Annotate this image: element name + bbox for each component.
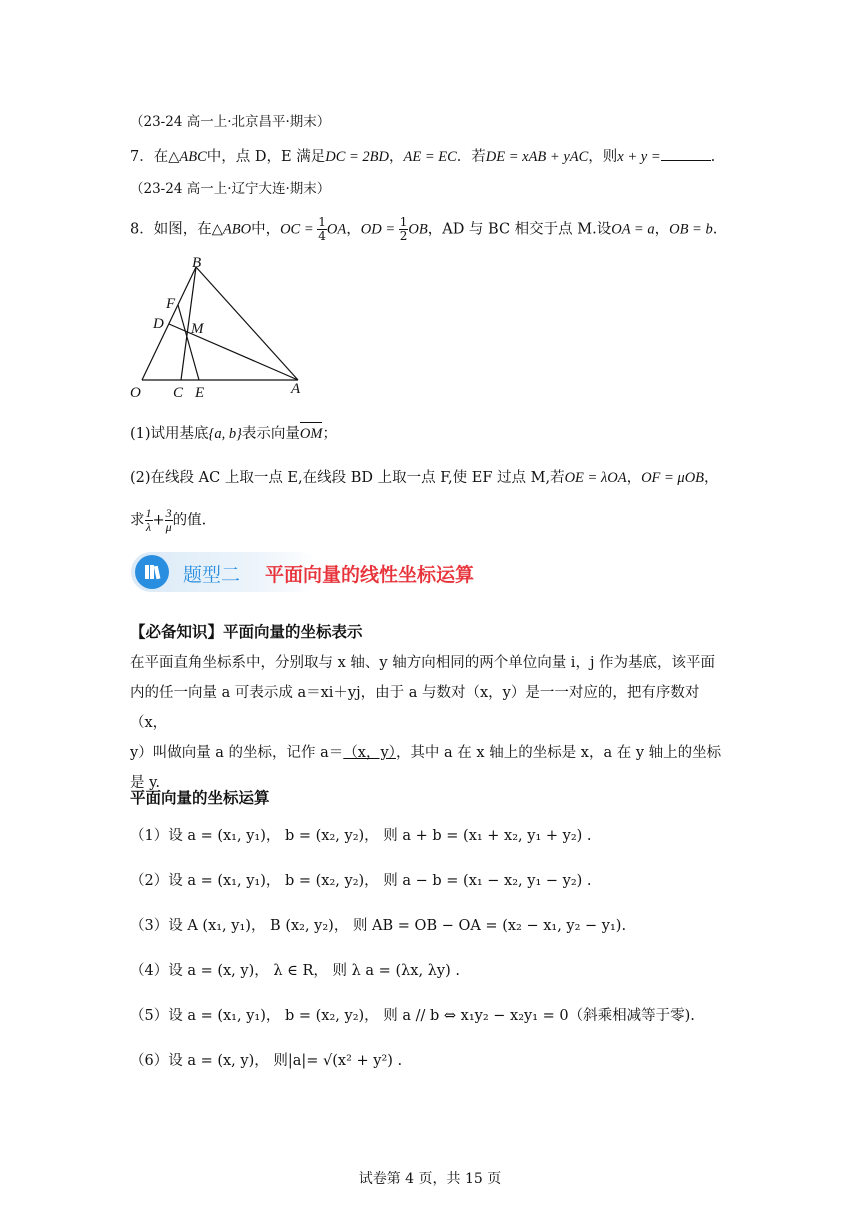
label-e: E bbox=[195, 385, 205, 401]
q7-source: （23-24 高一上·北京昌平·期末） bbox=[130, 114, 331, 130]
q8-sub1-a: (1)试用基底 bbox=[130, 426, 209, 442]
frac1-den: λ bbox=[145, 520, 152, 534]
q8-stem: 8．如图，在△ABO中，OC = $\frac{1}{4}$ OA，OD = $\frac{1}{2}$ OB，AD 与 BC 相交于点 M.设OA = a，OB = b. bbox=[130, 215, 718, 243]
q8-od-den: 2 bbox=[399, 229, 408, 243]
knowledge-line-3a: y）叫做向量 a 的坐标，记作 a＝ bbox=[130, 745, 344, 761]
q7-stem-d: ，则 bbox=[588, 149, 618, 165]
segment-ad bbox=[169, 324, 298, 380]
op-item-1: （1）设 a = (x₁, y₁)， b = (x₂, y₂)， 则 a + b = (x₁ + x₂, y₁ + y₂) . bbox=[130, 828, 592, 844]
q8-sub2-e: OE = λOA bbox=[564, 470, 627, 486]
q7-eq1: DC = 2BD bbox=[325, 149, 389, 165]
q7-sep: ， bbox=[388, 149, 404, 165]
q8-sub1-b: 表示向量 bbox=[241, 426, 300, 442]
q8-stem-a: 8．如图，在 bbox=[130, 221, 212, 238]
q8-sub1-basis: {a, b} bbox=[208, 426, 242, 442]
q8-sub1-vec: OM bbox=[299, 426, 323, 442]
q7-stem-a: 7．在 bbox=[130, 149, 169, 165]
q8-oc-den: 4 bbox=[318, 229, 326, 243]
q8-sub2-end: ， bbox=[704, 470, 719, 486]
label-f: F bbox=[166, 296, 176, 312]
q8-source: （23-24 高一上·辽宁大连·期末） bbox=[130, 181, 331, 197]
banner-title: 平面向量的线性坐标运算 bbox=[265, 564, 475, 586]
q7-stem-b: 中，点 D，E 满足 bbox=[206, 149, 326, 165]
q8-sub2: (2)在线段 AC 上取一点 E,在线段 BD 上取一点 F,使 EF 过点 M,若OE = λOA，OF = μOB， bbox=[130, 470, 719, 486]
q8-sub1-end: ； bbox=[322, 426, 337, 442]
knowledge-line-3 bbox=[130, 738, 730, 768]
q7-stem-c: ．若 bbox=[456, 149, 486, 165]
page-footer: 试卷第 4 页，共 15 页 bbox=[358, 1171, 502, 1187]
op-item-5: （5）设 a = (x₁, y₁)， b = (x₂, y₂)， 则 a // b ⇔ x₁y₂ − x₂y₁ = 0（斜乘相减等于零). bbox=[130, 1008, 695, 1024]
q8-sub1 bbox=[130, 424, 337, 444]
q8-od-num: 1 bbox=[399, 215, 408, 229]
label-b: B bbox=[192, 255, 202, 271]
frac2-den: μ bbox=[165, 520, 172, 534]
q8-od: OD = bbox=[360, 221, 399, 238]
knowledge-line-3b: ，其中 a 在 x 轴上的坐标是 x，a 在 y 轴上的坐标 bbox=[395, 745, 722, 761]
q8-sub2-ask: 求 bbox=[130, 512, 145, 529]
q7-end: . bbox=[710, 149, 716, 165]
q7-answer-blank bbox=[661, 146, 711, 161]
label-c: C bbox=[173, 385, 184, 401]
q8-sub2-tail: 的值. bbox=[172, 512, 207, 529]
q7-ask: x + y = bbox=[617, 149, 661, 165]
label-a: A bbox=[291, 381, 301, 397]
q7-triangle: △ABC bbox=[168, 149, 207, 165]
knowledge-line-1: 在平面直角坐标系中，分别取与 x 轴、y 轴方向相同的两个单位向量 i，j 作为基底，该平面 bbox=[130, 655, 716, 671]
frac1-num: 1 bbox=[145, 506, 152, 520]
q7-stem bbox=[130, 146, 715, 167]
op-item-6: （6）设 a = (x, y)， 则|a|= √(x² + y²) . bbox=[130, 1053, 403, 1069]
knowledge-heading: 【必备知识】平面向量的坐标表示 bbox=[130, 623, 363, 641]
q8-oc-num: 1 bbox=[318, 215, 326, 229]
q8-od-tail: OB bbox=[408, 221, 428, 238]
knowledge-coords: （x，y） bbox=[343, 745, 396, 761]
q8-sub2-f: OF = μOB bbox=[641, 470, 705, 486]
q8-od-frac bbox=[399, 216, 409, 243]
plus-sign: + bbox=[152, 512, 165, 529]
q8-oc-frac bbox=[317, 216, 327, 243]
knowledge-paragraph bbox=[130, 648, 730, 798]
frac-one-over-lambda bbox=[145, 507, 153, 534]
ops-heading: 平面向量的坐标运算 bbox=[130, 789, 270, 807]
knowledge-line-2: 内的任一向量 a 可表示成 a＝xi＋yj，由于 a 与数对（x，y）是一一对应的，把有序数对（x， bbox=[130, 685, 700, 731]
label-d: D bbox=[153, 316, 164, 332]
banner-label: 题型二 bbox=[183, 564, 241, 586]
q8-sub2-a: (2)在线段 AC 上取一点 E,在线段 BD 上取一点 F,使 EF 过点 M,若 bbox=[130, 470, 565, 486]
q8-sub2-ask-line bbox=[130, 507, 206, 534]
q7-eq3: DE = xAB + yAC bbox=[485, 149, 589, 165]
q7-eq2: AE = EC bbox=[403, 149, 457, 165]
q8-set-a: OA = a bbox=[611, 221, 655, 238]
books-icon bbox=[135, 555, 169, 589]
q8-stem-c: ，AD 与 BC 相交于点 M.设 bbox=[427, 221, 612, 238]
q8-stem-end: . bbox=[712, 221, 718, 238]
segment-ef bbox=[178, 305, 199, 380]
q8-oc: OC = bbox=[280, 221, 318, 238]
label-m: M bbox=[191, 321, 204, 337]
q8-triangle: △ABO bbox=[211, 221, 252, 238]
knowledge-line-4: 是 y. bbox=[130, 775, 160, 791]
q8-stem-b: 中， bbox=[251, 221, 281, 238]
frac2-num: 3 bbox=[165, 506, 172, 520]
op-item-4: （4）设 a = (x, y)， λ ∈ R， 则 λ a = (λx, λy) . bbox=[130, 963, 460, 979]
op-item-2: （2）设 a = (x₁, y₁)， b = (x₂, y₂)， 则 a − b = (x₁ − x₂, y₁ − y₂) . bbox=[130, 873, 592, 889]
q8-oc-tail: OA bbox=[326, 221, 347, 238]
label-o: O bbox=[130, 385, 141, 401]
segment-ab bbox=[196, 267, 298, 380]
op-item-3: （3）设 A (x₁, y₁)， B (x₂, y₂)， 则 AB = OB − OA = (x₂ − x₁, y₂ − y₁). bbox=[130, 918, 627, 934]
triangle-figure bbox=[128, 255, 318, 405]
frac-three-over-mu bbox=[165, 507, 173, 534]
q8-set-b: OB = b bbox=[669, 221, 713, 238]
